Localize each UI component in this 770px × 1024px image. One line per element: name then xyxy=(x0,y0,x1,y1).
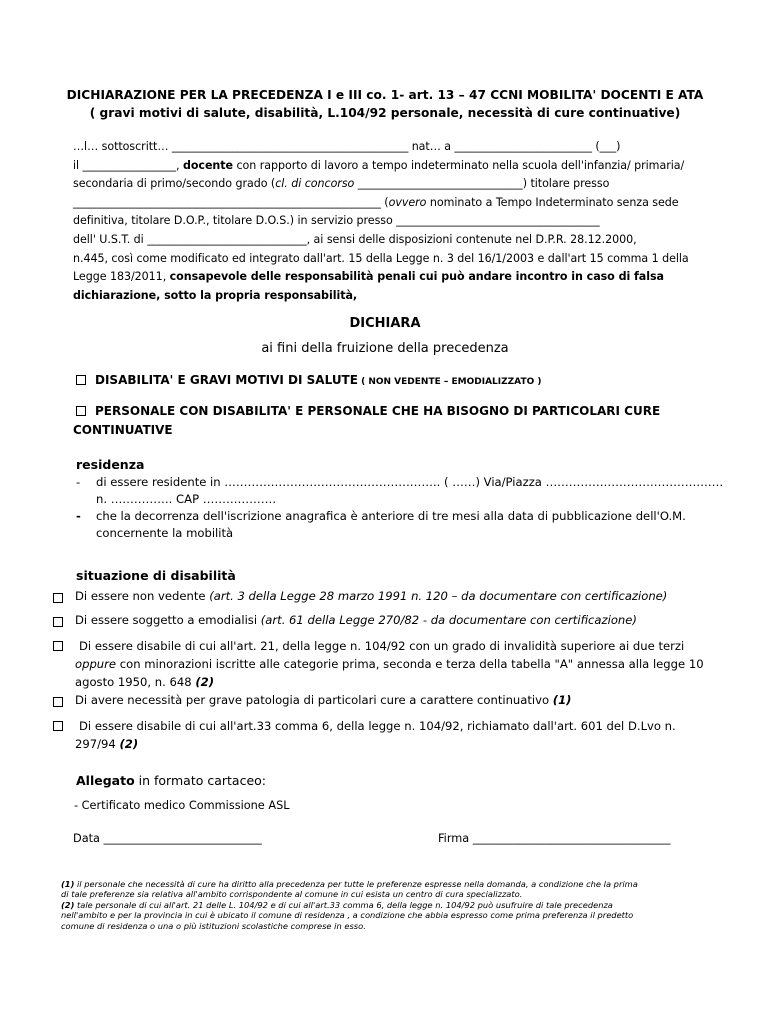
checkbox-icon[interactable] xyxy=(53,593,63,603)
dichiara-heading: DICHIARA xyxy=(349,316,421,331)
document-subtitle: ( gravi motivi di salute, disabilità, L.104/92 personale, necessità di cure continuative) xyxy=(89,106,681,120)
intro-line-3: secondaria di primo/secondo grado (cl. di concorso ______________________________) titolare presso xyxy=(73,177,610,191)
firma-field[interactable]: Firma ___________________________________ xyxy=(438,832,671,845)
dichiara-subtitle: ai fini della fruizione della precedenza xyxy=(261,341,509,356)
checkbox-disabile-art21[interactable] xyxy=(53,639,72,653)
document-title: DICHIARAZIONE PER LA PRECEDENZA I e III co. 1- art. 13 – 47 CCNI MOBILITA' DOCENTI E ATA xyxy=(66,88,704,102)
disabilita-heading: situazione di disabilità xyxy=(76,568,236,583)
item-disabile-art21: Di essere disabile di cui all'art. 21, della legge n. 104/92 con un grado di invalidità superiore ai due terzi oppure con minorazioni iscritte alle categorie prima, seconda e terza della tabella "A" annessa alla legge 10 agosto 1950, n. 648 (2) xyxy=(75,639,704,689)
allegato-heading: Allegato in formato cartaceo: xyxy=(76,773,266,788)
option-disabilita-gravi-motivi[interactable]: DISABILITA' E GRAVI MOTIVI DI SALUTE ( NON VEDENTE – EMODIALIZZATO ) xyxy=(76,373,541,387)
birthdate-blank[interactable]: _________________ xyxy=(82,158,176,172)
intro-line-2: il _________________, docente con rapporto di lavoro a tempo indeterminato nella scuola dell'infanzia/ primaria/ xyxy=(73,158,685,172)
item-disabile-art33: Di essere disabile di cui all'art.33 comma 6, della legge n. 104/92, richiamato dall'art. 601 del D.Lvo n. 297/94 (2) xyxy=(75,719,676,751)
checkbox-icon[interactable] xyxy=(53,721,63,731)
checkbox-icon[interactable] xyxy=(53,617,63,627)
province-blank[interactable]: (___) xyxy=(591,140,621,153)
intro-paragraph xyxy=(73,138,697,305)
checkbox-emodialisi[interactable] xyxy=(53,615,72,629)
allegato-item: - Certificato medico Commissione ASL xyxy=(74,799,290,812)
checkbox-icon[interactable] xyxy=(53,641,63,651)
intro-line-5: definitiva, titolare D.O.P., titolare D.O.S.) in servizio presso _____________________________________ xyxy=(73,214,600,228)
item-non-vedente: Di essere non vedente (art. 3 della Legge 28 marzo 1991 n. 120 – da documentare con certificazione) xyxy=(75,589,668,603)
residenza-item-1: - di essere residente in ……………………………………………….. ( ……) Via/Piazza …………………………………….… n. ……………. CAP ………………. xyxy=(76,475,724,506)
item-cure-continuative: Di avere necessità per grave patologia di particolari cure a carattere continuativo (1) xyxy=(75,693,572,707)
ust-blank[interactable]: _____________________________ xyxy=(147,232,307,246)
checkbox-disabile-art33[interactable] xyxy=(53,719,72,733)
service-blank[interactable]: _____________________________________ xyxy=(396,214,600,228)
class-blank[interactable]: ______________________________ xyxy=(354,177,523,191)
intro-line-1: …l… sottoscritt… ___________________________________________ nat… a _________________________ (___) xyxy=(73,140,621,153)
residenza-item-2: - che la decorrenza dell'iscrizione anagrafica è anteriore di tre mesi alla data di pubblicazione dell'O.M. concernente la mobilità xyxy=(76,509,686,540)
checkbox-icon[interactable] xyxy=(76,406,86,416)
residenza-heading: residenza xyxy=(76,457,145,472)
footnotes: (1) il personale che necessità di cure ha diritto alla precedenza per tutte le preferenze espresse nella domanda, a condizione che la prima di tale preferenze sia relativa all'ambito corrispondente al comune in cui esista un centro di cura specializzato. (2) tale personale di cui all'art. 21 delle L. 104/92 e di cui all'art.33 comma 6, della legge n. 104/92 può usufruire di tale precedenza nell'ambito e per la provincia in cui è ubicato il comune di residenza , a condizione che abbia espresso come prima preferenza il predetto comune di residenza o una o più istituzioni scolastiche comprese in esso. xyxy=(61,879,638,931)
intro-line-9: dichiarazione, sotto la propria responsabilità, xyxy=(73,288,358,302)
intro-line-7: n.445, così come modificato ed integrato dall'art. 15 della Legge n. 3 del 16/1/2003 e dall'art 15 comma 1 della xyxy=(73,251,689,265)
school-blank[interactable]: ________________________________________________________ xyxy=(73,195,381,209)
name-blank[interactable]: ___________________________________________ xyxy=(171,140,409,153)
checkbox-icon[interactable] xyxy=(53,697,63,707)
checkbox-cure-continuative[interactable] xyxy=(53,695,72,709)
option-personale-disabilita[interactable]: PERSONALE CON DISABILITA' E PERSONALE CHE HA BISOGNO DI PARTICOLARI CURE CONTINUATIVE xyxy=(73,404,661,437)
checkbox-non-vedente[interactable] xyxy=(53,591,72,605)
intro-line-8: Legge 183/2011, consapevole delle responsabilità penali cui può andare incontro in caso di falsa xyxy=(73,270,664,284)
intro-line-4: ________________________________________________________ (ovvero nominato a Tempo Indeterminato senza sede xyxy=(73,195,679,209)
intro-line-6: dell' U.S.T. di _____________________________, ai sensi delle disposizioni contenute nel D.P.R. 28.12.2000, xyxy=(73,232,637,246)
checkbox-icon[interactable] xyxy=(76,375,86,385)
birthplace-blank[interactable]: _________________________ xyxy=(454,140,592,153)
item-emodialisi: Di essere soggetto a emodialisi (art. 61 della Legge 270/82 - da documentare con certificazione) xyxy=(75,613,637,627)
data-field[interactable]: Data ____________________________ xyxy=(73,832,262,845)
